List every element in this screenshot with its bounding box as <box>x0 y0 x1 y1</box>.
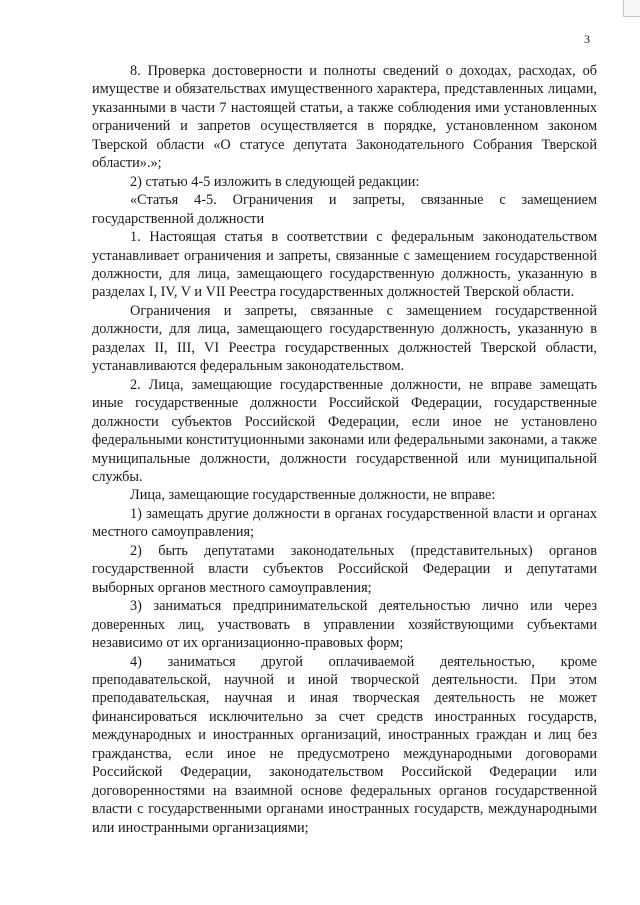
page-number: 3 <box>584 32 590 46</box>
paragraph-item-8: 8. Проверка достоверности и полноты сведений о доходах, расходах, об имуществе и обязательствах имущественного характера, представленных лицами, указанными в части 7 настоящей статьи, а также соблюдения ими установленных ограничений и запретов осуществляется в порядке, установленном законом Тверской области «О статусе депутата Законодательного Собрания Тверской области».»; <box>92 63 597 172</box>
list-item-4: 4) заниматься другой оплачиваемой деятельностью, кроме преподавательской, научной и иной творческой деятельности. При этом преподавательская, научная и иная творческая деятельность не может финансироваться исключительно за счет средств иностранных государств, международных и иностранных организаций, иностранных граждан и лиц без гражданства, если иное не предусмотрено международными договорами Российской Федерации, законодательством Российской Федерации или договоренностями на взаимной основе федеральных органов государственной власти с государственными органами иностранных государств, международными или иностранными организациями; <box>92 653 597 836</box>
paragraph-part-1: 1. Настоящая статья в соответствии с федеральным законодательством устанавливает ограничения и запреты, связанные с замещением государственной должности, для лица, замещающего государственную должность, указанную в разделах I, IV, V и VII Реестра государственных должностей Тверской области. <box>92 229 597 301</box>
paragraph-restrictions-federal: Ограничения и запреты, связанные с замещением государственной должности, для лица, замещающего государственную должность, указанную в разделах II, III, VI Реестра государственных должностей Тверской области, устанавливаются федеральным законодательством. <box>92 302 597 375</box>
list-item-3: 3) заниматься предпринимательской деятельностью лично или через доверенных лиц, участвовать в управлении хозяйствующими субъектами независимо от их организационно-правовых форм; <box>92 598 597 652</box>
list-item-1: 1) замещать другие должности в органах государственной власти и органах местного самоуправления; <box>92 505 597 541</box>
page-corner-mark <box>623 0 640 17</box>
paragraph-amendment-2: 2) статью 4-5 изложить в следующей редакции: <box>130 173 420 190</box>
document-body <box>92 62 597 837</box>
paragraph-part-2: 2. Лица, замещающие государственные должности, не вправе замещать иные государственные должности Российской Федерации, государственные должности субъектов Российской Федерации, если иное не установлено федеральными конституционными законами или федеральными законами, а также муниципальные должности, должности государственной или муниципальной службы. <box>92 376 597 485</box>
article-heading: «Статья 4-5. Ограничения и запреты, связанные с замещением государственной должности <box>92 192 597 227</box>
list-item-2: 2) быть депутатами законодательных (представительных) органов государственной власти субъектов Российской Федерации и депутатами выборных органов местного самоуправления; <box>92 542 597 596</box>
paragraph-prohibitions-intro: Лица, замещающие государственные должности, не вправе: <box>130 487 496 504</box>
